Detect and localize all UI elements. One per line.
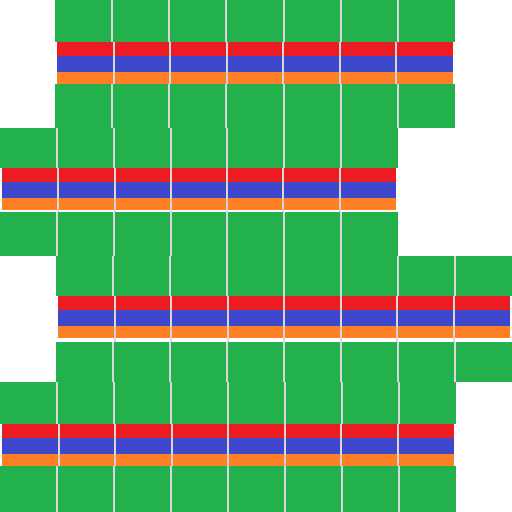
cell-separator	[226, 128, 228, 168]
cell-separator	[284, 382, 286, 424]
cell-separator	[226, 342, 228, 382]
cell-separator	[227, 424, 229, 466]
cell-separator	[454, 256, 456, 296]
cell-separator	[397, 84, 399, 128]
cell-separator	[57, 168, 59, 212]
cell-separator	[114, 296, 116, 342]
cell-separator	[282, 42, 284, 84]
cell-separator	[283, 342, 285, 382]
cell-separator	[340, 424, 342, 466]
cell-separator	[227, 382, 229, 424]
block-1-stripe-group	[57, 42, 453, 84]
cell-separator	[170, 212, 172, 256]
cell-separator	[283, 256, 285, 296]
cell-separator	[398, 382, 400, 424]
block-1-red-stripe	[57, 42, 453, 56]
cell-separator	[283, 0, 285, 42]
cell-separator	[114, 424, 116, 466]
cell-separator	[395, 42, 397, 84]
block-3-stripe-group	[58, 296, 510, 342]
cell-separator	[282, 168, 284, 212]
cell-separator	[227, 296, 229, 342]
cell-separator	[339, 168, 341, 212]
block-2-stripe-group	[2, 168, 396, 212]
cell-separator	[398, 466, 400, 512]
block-3-bottom-green-band	[56, 342, 512, 382]
cell-separator	[340, 212, 342, 256]
cell-separator	[113, 212, 115, 256]
cell-separator	[341, 466, 343, 512]
cell-separator	[397, 342, 399, 382]
cell-separator	[168, 84, 170, 128]
cell-separator	[113, 382, 115, 424]
cell-separator	[284, 466, 286, 512]
block-4-bottom-green-band	[0, 466, 456, 512]
block-2-red-stripe	[2, 168, 396, 182]
cell-separator	[226, 256, 228, 296]
cell-separator	[170, 296, 172, 342]
cell-separator	[171, 424, 173, 466]
cell-separator	[170, 128, 172, 168]
cell-separator	[397, 424, 399, 466]
cell-separator	[111, 84, 113, 128]
block-2-top-green-band	[0, 128, 398, 168]
cell-separator	[112, 256, 114, 296]
cell-separator	[226, 212, 228, 256]
cell-separator	[112, 342, 114, 382]
cell-separator	[397, 256, 399, 296]
cell-separator	[341, 382, 343, 424]
cell-separator	[58, 424, 60, 466]
cell-separator	[283, 84, 285, 128]
cell-separator	[283, 128, 285, 168]
block-2-blue-stripe	[2, 182, 396, 198]
cell-separator	[113, 466, 115, 512]
cell-separator	[170, 466, 172, 512]
cell-separator	[111, 0, 113, 42]
cell-separator	[283, 212, 285, 256]
cell-separator	[226, 42, 228, 84]
cell-separator	[56, 382, 58, 424]
cell-separator	[283, 296, 285, 342]
cell-separator	[56, 466, 58, 512]
cell-separator	[226, 168, 228, 212]
cell-separator	[56, 212, 58, 256]
cell-separator	[340, 342, 342, 382]
cell-separator	[113, 42, 115, 84]
cell-separator	[339, 42, 341, 84]
cell-separator	[396, 296, 398, 342]
cell-separator	[227, 466, 229, 512]
block-1-top-green-band	[55, 0, 455, 42]
block-4-top-green-band	[0, 382, 456, 424]
cell-separator	[225, 84, 227, 128]
cell-separator	[114, 168, 116, 212]
block-2-orange-stripe	[2, 198, 396, 210]
cell-separator	[170, 382, 172, 424]
cell-separator	[340, 256, 342, 296]
cell-separator	[397, 0, 399, 42]
block-1-blue-stripe	[57, 56, 453, 72]
cell-separator	[113, 128, 115, 168]
cell-separator	[340, 128, 342, 168]
cell-separator	[340, 296, 342, 342]
cell-separator	[340, 0, 342, 42]
cell-separator	[56, 128, 58, 168]
cell-separator	[340, 84, 342, 128]
cell-separator	[169, 42, 171, 84]
block-1-bottom-green-band	[55, 84, 455, 128]
cell-separator	[169, 256, 171, 296]
block-4-stripe-group	[2, 424, 454, 466]
cell-separator	[284, 424, 286, 466]
cell-separator	[454, 342, 456, 382]
cell-separator	[168, 0, 170, 42]
block-2-bottom-green-band	[0, 212, 398, 256]
block-1-orange-stripe	[57, 72, 453, 84]
cell-separator	[170, 168, 172, 212]
cell-separator	[225, 0, 227, 42]
cell-separator	[169, 342, 171, 382]
cell-separator	[453, 296, 455, 342]
block-3-top-green-band	[56, 256, 512, 296]
